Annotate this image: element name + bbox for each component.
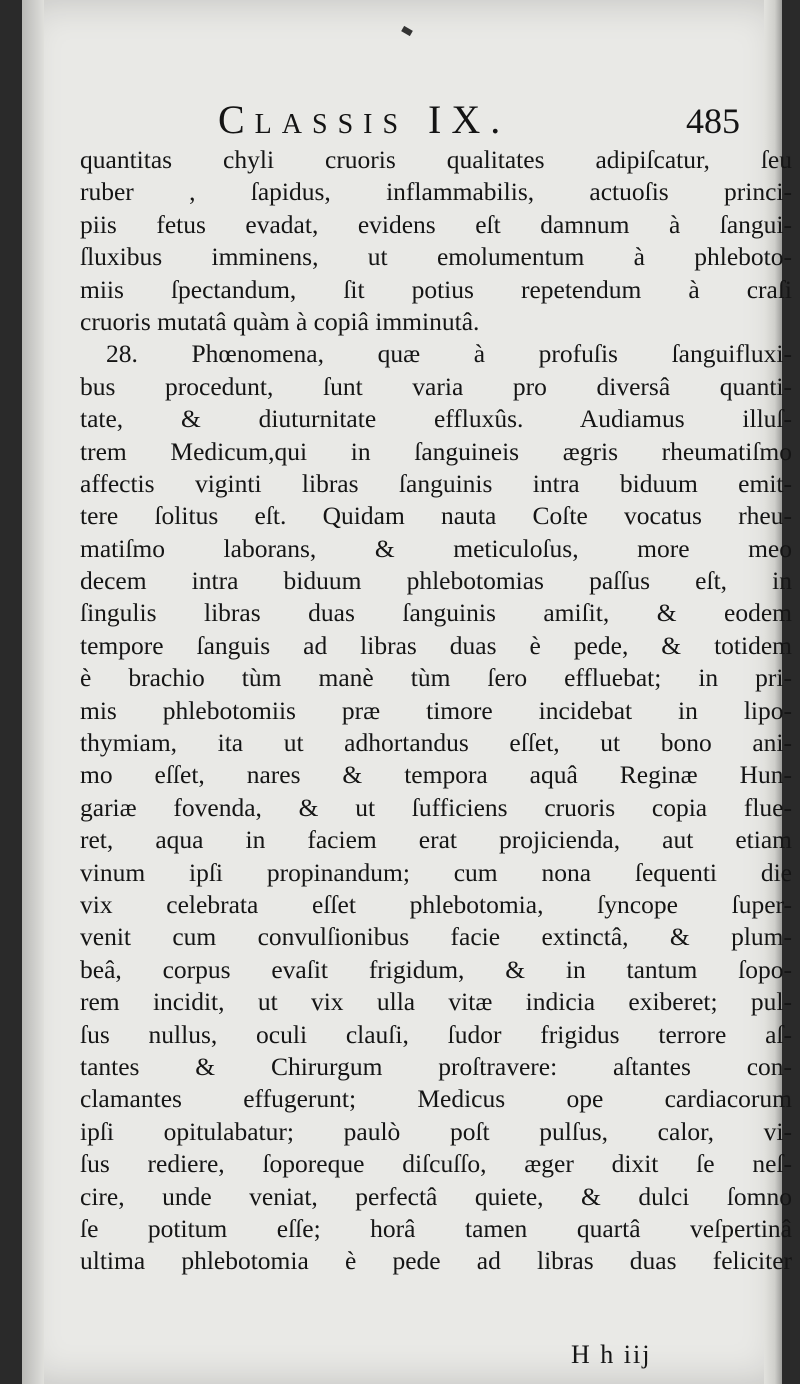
text-line: è brachio tùm manè tùm ſero effluebat; in pri- [80,663,792,693]
text-line: affectis viginti libras ſanguinis intra biduum emit- [80,468,792,498]
text-line: piis fetus evadat, evidens eſt damnum à ſangui- [80,209,792,239]
body-text [80,144,792,1278]
text-line: ret, aqua in faciem erat projicienda, aut etiam [80,825,792,855]
text-line: tempore ſanguis ad libras duas è pede, & totidem [80,630,792,660]
text-line: gariæ fovenda, & ut ſufficiens cruoris copia flue- [80,792,792,822]
text-line: ſe potitum eſſe; horâ tamen quartâ veſpertinâ [80,1213,792,1243]
text-line: decem intra biduum phlebotomias paſſus eſt, in [80,566,792,596]
page-number: 485 [686,101,740,141]
text-line: ruber , ſapidus, inflammabilis, actuoſis princi- [80,177,792,207]
text-line: vinum ipſi propinandum; cum nona ſequenti die [80,857,792,887]
text-line: tere ſolitus eſt. Quidam nauta Coſte vocatus rheu- [80,501,792,531]
text-line: matiſmo laborans, & meticuloſus, more meo [80,533,792,563]
text-line: mo eſſet, nares & tempora aquâ Reginæ Hun- [80,760,792,790]
text-line: ſingulis libras duas ſanguinis amiſit, & eodem [80,598,792,628]
page-gutter-shadow [22,0,44,1384]
text-line: tate, & diuturnitate effluxûs. Audiamus illuſ- [80,404,792,434]
text-line: vix celebrata eſſet phlebotomia, ſyncope ſuper- [80,889,792,919]
text-line: 28. Phœnomena, quæ à profuſis ſanguifluxi- [106,339,792,369]
text-line: rem incidit, ut vix ulla vitæ indicia exiberet; pul- [80,987,792,1017]
text-line: ipſi opitulabatur; paulò poſt pulſus, calor, vi- [80,1116,792,1146]
text-line: mis phlebotomiis præ timore incidebat in lipo- [80,695,792,725]
text-line: ſus nullus, oculi clauſi, ſudor frigidus terrore aſ- [80,1019,792,1049]
text-line: miis ſpectandum, ſit potius repetendum à craſi [80,274,792,304]
text-line: venit cum convulſionibus facie extinctâ, & plum- [80,922,792,952]
text-line: ſus rediere, ſoporeque diſcuſſo, æger dixit ſe neſ- [80,1149,792,1179]
text-line: clamantes effugerunt; Medicus ope cardiacorum [80,1084,792,1114]
text-line: ultima phlebotomia è pede ad libras duas feliciter [80,1246,792,1276]
text-line: tantes & Chirurgum proſtravere: aſtantes con- [80,1051,792,1081]
running-head [218,96,510,143]
text-line: trem Medicum,qui in ſanguineis ægris rheumatiſmo [80,436,792,466]
text-line: beâ, corpus evaſit frigidum, & in tantum ſopo- [80,954,792,984]
signature-mark: H h iij [571,1340,652,1369]
text-line: cire, unde veniat, perfectâ quiete, & dulci ſomno [80,1181,792,1211]
text-line: cruoris mutatâ quàm à copiâ imminutâ. [80,306,480,336]
text-line: thymiam, ita ut adhortandus eſſet, ut bono ani- [80,728,792,758]
running-head-text: Classis IX. [218,97,511,142]
book-page [22,0,792,1384]
text-line: ſluxibus imminens, ut emolumentum à phleboto- [80,242,792,272]
text-line: quantitas chyli cruoris qualitates adipiſcatur, ſeu [80,145,792,174]
ink-speck [401,26,413,36]
text-line: bus procedunt, ſunt varia pro diversâ quanti- [80,371,792,401]
